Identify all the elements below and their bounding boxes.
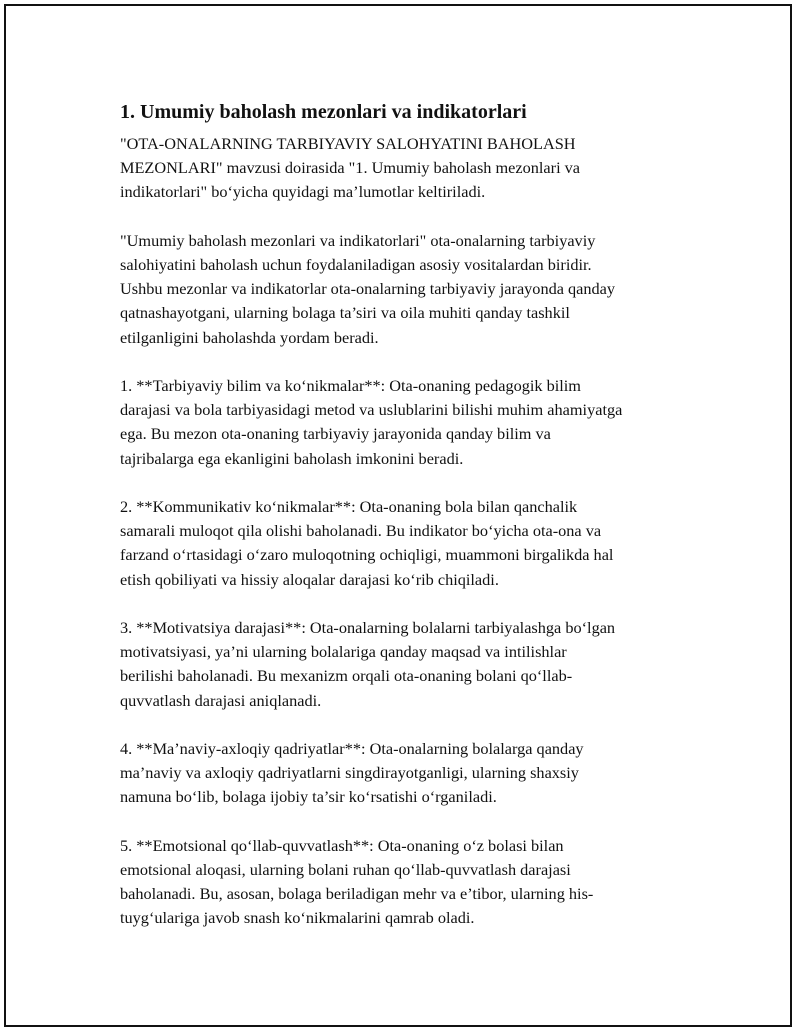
paragraph-line: "OTA-ONALARNING TARBIYAVIY SALOHYATINI BAHOLASH (120, 134, 576, 153)
paragraph-line: tuyg‘ulariga javob snash ko‘nikmalarini qamrab oladi. (120, 908, 475, 928)
page-title: 1. Umumiy baholash mezonlari va indikatorlari (120, 101, 527, 123)
paragraph-line: 1. **Tarbiyaviy bilim va ko‘nikmalar**: Ota-onaning pedagogik bilim (120, 376, 581, 395)
paragraph-line: ma’naviy va axloqiy qadriyatlarni singdirayotganligi, ularning shaxsiy (120, 763, 579, 783)
paragraph-line: Ushbu mezonlar va indikatorlar ota-onalarning tarbiyaviy jarayonda qanday (120, 279, 616, 299)
paragraph-line: darajasi va bola tarbiyasidagi metod va uslublarini bilishi muhim ahamiyatga (120, 400, 623, 420)
page-frame (4, 4, 792, 1027)
paragraph-line: emotsional aloqasi, ularning bolani ruhan qo‘llab-quvvatlash darajasi (120, 860, 571, 879)
paragraph (120, 132, 700, 205)
paragraph-line: qatnashayotgani, ularning bolaga ta’siri va oila muhiti qanday tashkil (120, 303, 570, 323)
paragraph-line: motivatsiyasi, ya’ni ularning bolalariga qanday maqsad va intilishlar (120, 642, 567, 662)
paragraph-line: 3. **Motivatsiya darajasi**: Ota-onalarning bolalarni tarbiyalashga bo‘lgan (120, 618, 616, 637)
paragraph-line: tajribalarga ega ekanligini baholash imkonini beradi. (120, 448, 464, 468)
paragraph-list (120, 132, 700, 931)
paragraph-line: salohiyatini baholash uchun foydalaniladigan asosiy vositalardan biridir. (120, 255, 592, 274)
paragraph (120, 229, 700, 350)
paragraph-line: 4. **Ma’naviy-axloqiy qadriyatlar**: Ota-onalarning bolalarga qanday (120, 739, 584, 758)
paragraph-line: etilganligini baholashda yordam beradi. (120, 327, 379, 347)
paragraph-line: indikatorlari" bo‘yicha quyidagi ma’lumotlar keltiriladi. (120, 182, 486, 202)
paragraph-line: samarali muloqot qila olishi baholanadi. Bu indikator bo‘yicha ota-ona va (120, 521, 602, 541)
paragraph-line: baholanadi. Bu, asosan, bolaga beriladigan mehr va e’tibor, ularning his- (120, 884, 594, 904)
paragraph (120, 616, 700, 713)
paragraph-line: berilishi baholanadi. Bu mexanizm orqali ota-onaning bolani qo‘llab- (120, 666, 573, 686)
paragraph-line: ega. Bu mezon ota-onaning tarbiyaviy jarayonida qanday bilim va (120, 424, 551, 444)
paragraph (120, 737, 700, 810)
paragraph (120, 495, 700, 592)
document-body (120, 99, 700, 955)
paragraph (120, 374, 700, 471)
paragraph-line: quvvatlash darajasi aniqlanadi. (120, 690, 322, 710)
paragraph-line: namuna bo‘lib, bolaga ijobiy ta’sir ko‘rsatishi o‘rganiladi. (120, 787, 497, 807)
paragraph-line: farzand o‘rtasidagi o‘zaro muloqotning ochiqligi, muammoni birgalikda hal (120, 545, 614, 565)
paragraph-line: 5. **Emotsional qo‘llab-quvvatlash**: Ota-onaning o‘z bolasi bilan (120, 835, 564, 855)
paragraph-line: "Umumiy baholash mezonlari va indikatorlari" ota-onalarning tarbiyaviy (120, 230, 596, 250)
paragraph-line: MEZONLARI" mavzusi doirasida "1. Umumiy baholash mezonlari va (120, 158, 581, 178)
paragraph-line: etish qobiliyati va hissiy aloqalar darajasi ko‘rib chiqiladi. (120, 569, 499, 589)
paragraph (120, 834, 700, 931)
paragraph-line: 2. **Kommunikativ ko‘nikmalar**: Ota-onaning bola bilan qanchalik (120, 497, 578, 516)
